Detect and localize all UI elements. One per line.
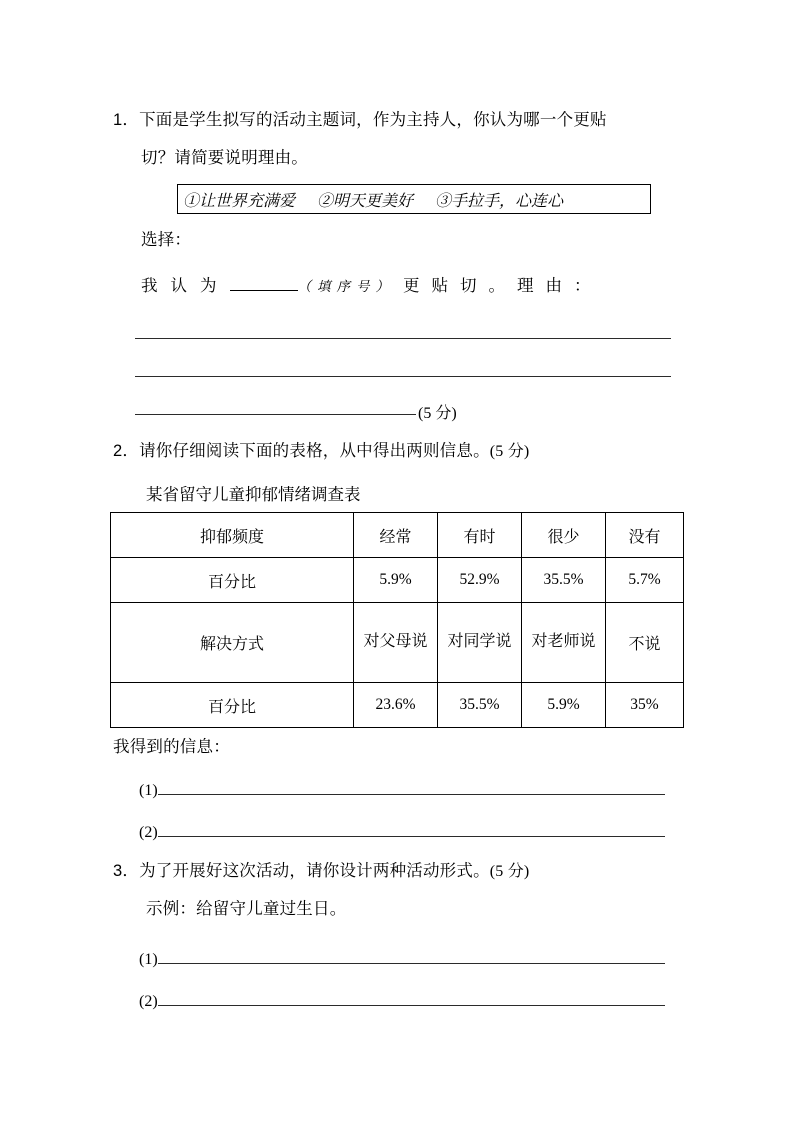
table-row xyxy=(111,513,684,558)
question-2-text xyxy=(113,443,529,460)
believe-char-2: 认 xyxy=(170,277,187,295)
survey-table xyxy=(110,512,684,728)
table-cell-row-label: 解决方式 xyxy=(111,603,354,683)
table-cell: 35.5% xyxy=(522,558,606,603)
answer-rule-3[interactable] xyxy=(135,414,416,415)
table-cell: 经常 xyxy=(354,513,438,558)
fill-sequence-note: （填序号） xyxy=(297,279,395,294)
table-row xyxy=(111,603,684,683)
believe-suffix-3: 切 xyxy=(460,277,477,295)
table-cell: 5.9% xyxy=(354,558,438,603)
answer-blank-line[interactable] xyxy=(158,950,665,964)
theme-option-2: ②明天更美好 xyxy=(317,192,414,210)
table-cell: 35.5% xyxy=(438,683,522,728)
table-cell: 有时 xyxy=(438,513,522,558)
choose-label: 选择： xyxy=(141,231,192,249)
answer-blank-line[interactable] xyxy=(158,823,665,837)
believe-suffix-4: 。 xyxy=(488,277,505,295)
believe-char-3: 为 xyxy=(200,277,217,295)
answer-rule-2[interactable] xyxy=(135,376,671,377)
table-cell: 52.9% xyxy=(438,558,522,603)
question-1-points: (5 分) xyxy=(418,405,457,422)
answer-slot-index: (2) xyxy=(139,993,158,1010)
table-row xyxy=(111,558,684,603)
answer-slot-index: (1) xyxy=(139,782,158,799)
answer-blank-line[interactable] xyxy=(158,992,665,1006)
table-cell: 35% xyxy=(606,683,684,728)
table-cell-row-label: 抑郁频度 xyxy=(111,513,354,558)
answer-slot-info-2 xyxy=(139,823,665,842)
believe-suffix-5: 理 xyxy=(517,277,534,295)
survey-table-caption: 某省留守儿童抑郁情绪调查表 xyxy=(146,486,361,504)
table-cell: 5.7% xyxy=(606,558,684,603)
answer-slot-info-1 xyxy=(139,781,665,800)
theme-option-3: ③手拉手，心连心 xyxy=(435,192,564,210)
table-cell: 不说 xyxy=(606,603,684,683)
question-3-example: 示例：给留守儿童过生日。 xyxy=(146,900,347,918)
question-1-text-line-2: 切？请简要说明理由。 xyxy=(141,149,308,167)
believe-suffix-7: ： xyxy=(574,277,591,295)
table-row xyxy=(111,683,684,728)
question-3-points: (5 分) xyxy=(489,863,530,880)
table-cell-row-label: 百分比 xyxy=(111,683,354,728)
sequence-number-blank[interactable] xyxy=(230,275,298,291)
answer-slot-activity-2 xyxy=(139,992,665,1011)
question-2-points: (5 分) xyxy=(489,443,530,460)
believe-sentence-row xyxy=(141,272,669,294)
answer-blank-line[interactable] xyxy=(158,781,665,795)
got-information-label: 我得到的信息： xyxy=(113,738,230,756)
question-2-stem: 2．请你仔细阅读下面的表格，从中得出两则信息。 xyxy=(113,442,490,460)
table-cell: 对老师说 xyxy=(522,603,606,683)
table-cell: 很少 xyxy=(522,513,606,558)
answer-slot-index: (2) xyxy=(139,824,158,841)
table-cell-row-label: 百分比 xyxy=(111,558,354,603)
table-cell: 没有 xyxy=(606,513,684,558)
theme-options-box xyxy=(177,184,651,214)
question-3-text xyxy=(113,863,529,880)
table-cell: 23.6% xyxy=(354,683,438,728)
believe-suffix-1: 更 xyxy=(403,277,420,295)
answer-slot-index: (1) xyxy=(139,951,158,968)
answer-slot-activity-1 xyxy=(139,950,665,969)
question-1-text-line-1: 1．下面是学生拟写的活动主题词，作为主持人，你认为哪一个更贴 xyxy=(113,111,607,129)
table-cell: 对父母说 xyxy=(354,603,438,683)
table-cell: 5.9% xyxy=(522,683,606,728)
believe-suffix-6: 由 xyxy=(545,277,562,295)
believe-suffix-2: 贴 xyxy=(431,277,448,295)
question-3-stem: 3．为了开展好这次活动，请你设计两种活动形式。 xyxy=(113,862,490,880)
believe-char-1: 我 xyxy=(141,277,158,295)
table-cell: 对同学说 xyxy=(438,603,522,683)
answer-rule-1[interactable] xyxy=(135,338,671,339)
theme-option-1: ①让世界充满爱 xyxy=(183,192,296,210)
